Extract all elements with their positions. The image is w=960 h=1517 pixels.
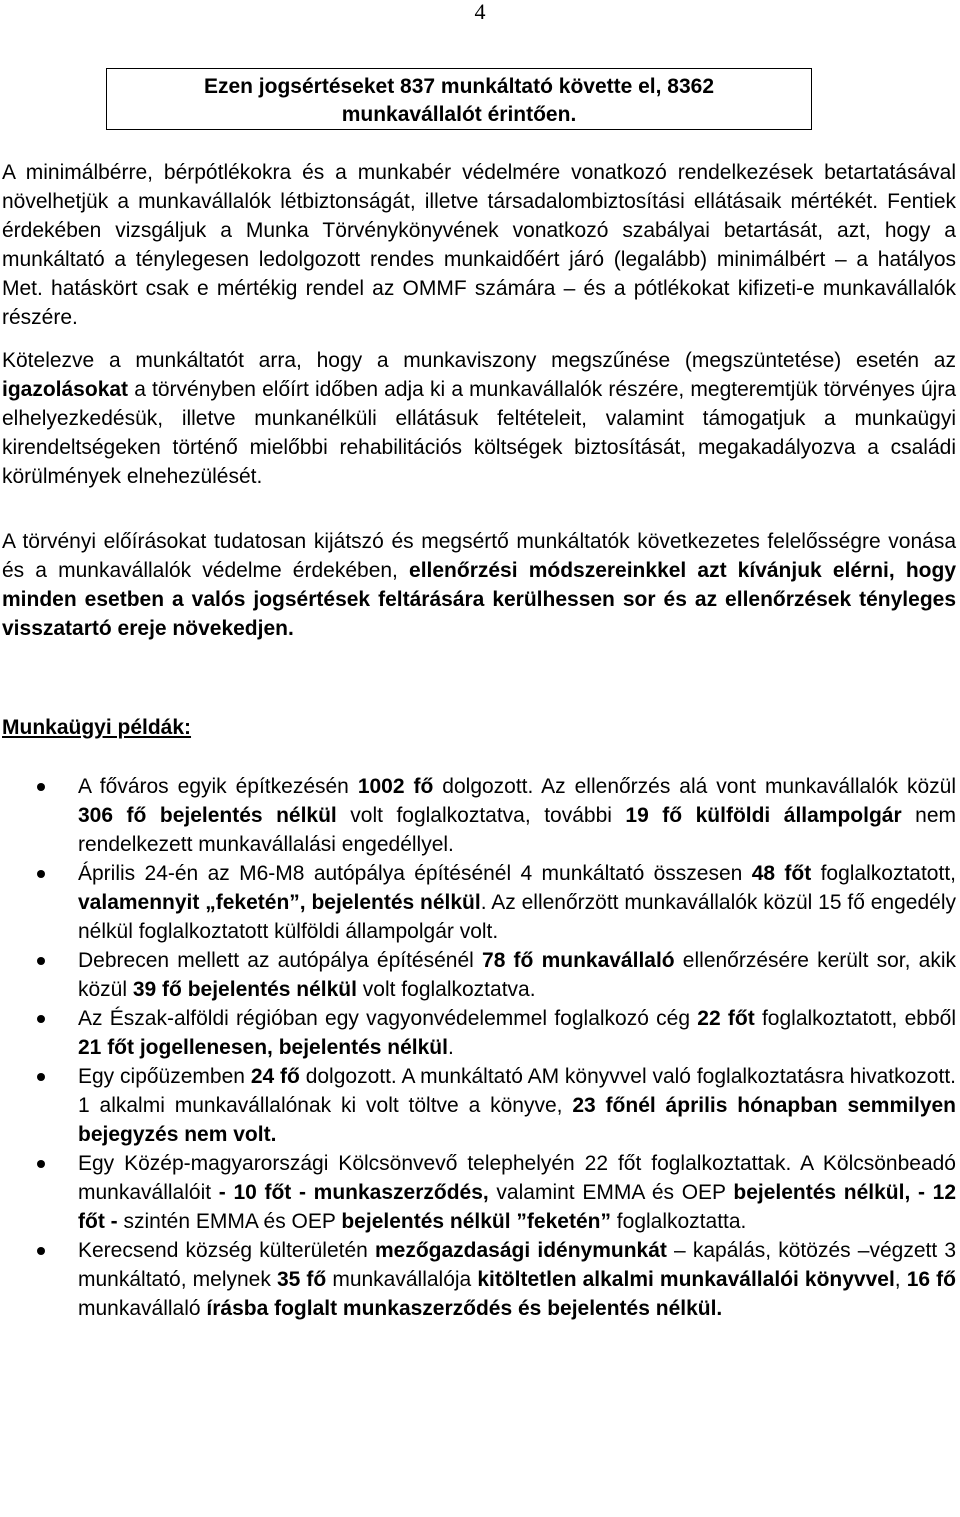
list-item	[2, 1236, 956, 1323]
bullet-icon	[37, 957, 45, 965]
list-item	[2, 772, 956, 859]
bullet-icon	[37, 1015, 45, 1023]
paragraph-enforcement	[2, 527, 956, 643]
text: Debrecen mellett az autópálya építésénél	[78, 949, 483, 972]
list-item	[2, 859, 956, 946]
text: a törvényben előírt időben adja ki a munkavállalók részére, megteremtjük törvényes újra elhelyezkedésük, illetve munkanélküli ellátásuk feltételeit, valamint támogatjuk a munkaügyi kirendeltségeken történő mielőbbi rehabilitációs költségek biztosítását, megakadályozva a családi körülmények elnehezülését.	[2, 378, 956, 488]
text: A törvényi előírásokat tudatosan kijátszó és megsértő munkáltatók következetes felelősségre vonása és a munkavállalók védelme érdekében,	[2, 530, 956, 582]
bold-text: 16 fő	[906, 1268, 957, 1291]
bold-text: bejelentés nélkül ”feketén”	[341, 1210, 611, 1233]
bold-text: 22 főt	[697, 1007, 755, 1030]
summary-line-1: Ezen jogsértéseket 837 munkáltató követte el, 8362	[203, 75, 715, 98]
bold-text: 23 főnél április hónapban semmilyen bejegyzés nem volt.	[78, 1094, 957, 1146]
bold-text: 78 fő munkavállaló	[482, 949, 675, 972]
bold-text: 1002 fő	[357, 775, 434, 798]
paragraph-minimum-wage	[2, 158, 956, 332]
summary-line-2: munkavállalót érintően.	[341, 103, 577, 126]
bold-text: 19 fő külföldi állampolgár	[625, 804, 902, 827]
list-item	[2, 1004, 956, 1062]
text: Egy cipőüzemben	[78, 1065, 251, 1088]
bold-text: mezőgazdasági idénymunkát	[374, 1239, 667, 1262]
page-number: 4	[474, 0, 486, 24]
text: valamint EMMA és OEP	[488, 1181, 734, 1204]
text: Egy Közép-magyarországi Kölcsönvevő telephelyén 22 főt foglalkoztattak. A Kölcsönbeadó munkavállalóit	[78, 1152, 956, 1204]
text: foglalkoztatott,	[811, 862, 956, 885]
text: munkavállalója	[326, 1268, 478, 1291]
bold-text: írásba foglalt munkaszerződés és bejelentés nélkül.	[206, 1297, 723, 1320]
paragraph-certificates	[2, 346, 956, 491]
document-body	[2, 158, 956, 1323]
text: munkavállaló	[78, 1297, 207, 1320]
summary-box	[106, 68, 812, 130]
bullet-icon	[37, 870, 45, 878]
list-item	[2, 1149, 956, 1236]
text: Kötelezve a munkáltatót arra, hogy a munkaviszony megszűnése (megszüntetése) esetén az	[2, 349, 956, 372]
text: ellenőrzésére került sor, akik közül	[78, 949, 956, 1001]
text: A minimálbérre, bérpótlékokra és a munkabér védelmére vonatkozó rendelkezések betartatásával növelhetjük a munkavállalók létbiztonságát, illetve társadalombiztosítási ellátásaik mértékét. Fentiek érdekében vizsgáljuk a Munka Törvénykönyvének vonatkozó szabályai betartását, azt, hogy a munkáltató a ténylegesen ledolgozott rendes munkaidőért járó (legalább) minimálbért – a hatályos Met. hatáskört csak e mértékig rendel az OMMF számára – és a pótlékokat kifizeti-e munkavállalók részére.	[2, 161, 956, 329]
text: Kerecsend község külterületén	[78, 1239, 375, 1262]
section-heading: Munkaügyi példák:	[2, 716, 192, 739]
text: dolgozott. A munkáltató AM könyvvel való foglalkoztatásra hivatkozott. 1 alkalmi munkavállalónak ki volt töltve a könyve,	[78, 1065, 956, 1117]
text: volt foglalkoztatva.	[356, 978, 536, 1001]
text: foglalkoztatott, ebből	[754, 1007, 957, 1030]
text: A főváros egyik építkezésén	[78, 775, 358, 798]
text: .	[447, 1036, 454, 1059]
examples-list	[2, 772, 956, 1323]
bold-text: 35 fő	[276, 1268, 327, 1291]
text: – kapálás, kötözés –végzett 3 munkáltató, melynek	[78, 1239, 957, 1291]
text: foglalkoztatta.	[610, 1210, 747, 1233]
bold-text: 39 fő bejelentés nélkül	[132, 978, 357, 1001]
bullet-icon	[37, 783, 45, 791]
bold-text: 306 fő bejelentés nélkül	[78, 804, 337, 827]
text: dolgozott. Az ellenőrzés alá vont munkavállalók közül	[433, 775, 956, 798]
text: szintén EMMA és OEP	[117, 1210, 342, 1233]
bullet-icon	[37, 1247, 45, 1255]
text: nem rendelkezett munkavállalási engedéllyel.	[78, 804, 956, 856]
text: volt foglalkoztatva, további	[336, 804, 626, 827]
text: ,	[894, 1268, 907, 1291]
bold-text: kitöltetlen alkalmi munkavállalói könyvvel	[477, 1268, 895, 1291]
bold-text: 48 főt	[751, 862, 812, 885]
text: Április 24-én az M6-M8 autópálya építésénél 4 munkáltató összesen	[78, 862, 752, 885]
list-item	[2, 1062, 956, 1149]
text: Az Észak-alföldi régióban egy vagyonvédelemmel foglalkozó cég	[78, 1007, 698, 1030]
bullet-icon	[37, 1073, 45, 1081]
bullet-icon	[37, 1160, 45, 1168]
list-item	[2, 946, 956, 1004]
bold-text: valamennyit „feketén”, bejelentés nélkül	[78, 891, 481, 914]
bold-text: ellenőrzési módszereinkkel azt kívánjuk elérni, hogy minden esetben a valós jogsértések feltárására kerülhessen sor és az ellenőrzések tényleges visszatartó ereje növekedjen.	[2, 559, 956, 640]
bold-text: igazolásokat	[2, 378, 129, 401]
bold-text: - 10 főt - munkaszerződés,	[218, 1181, 489, 1204]
bold-text: bejelentés nélkül, - 12 főt -	[78, 1181, 957, 1233]
bold-text: 21 főt jogellenesen, bejelentés nélkül	[78, 1036, 448, 1059]
text: . Az ellenőrzött munkavállalók közül 15 fő engedély nélkül foglalkoztatott külföldi állampolgár volt.	[78, 891, 956, 943]
bold-text: 24 fő	[250, 1065, 300, 1088]
